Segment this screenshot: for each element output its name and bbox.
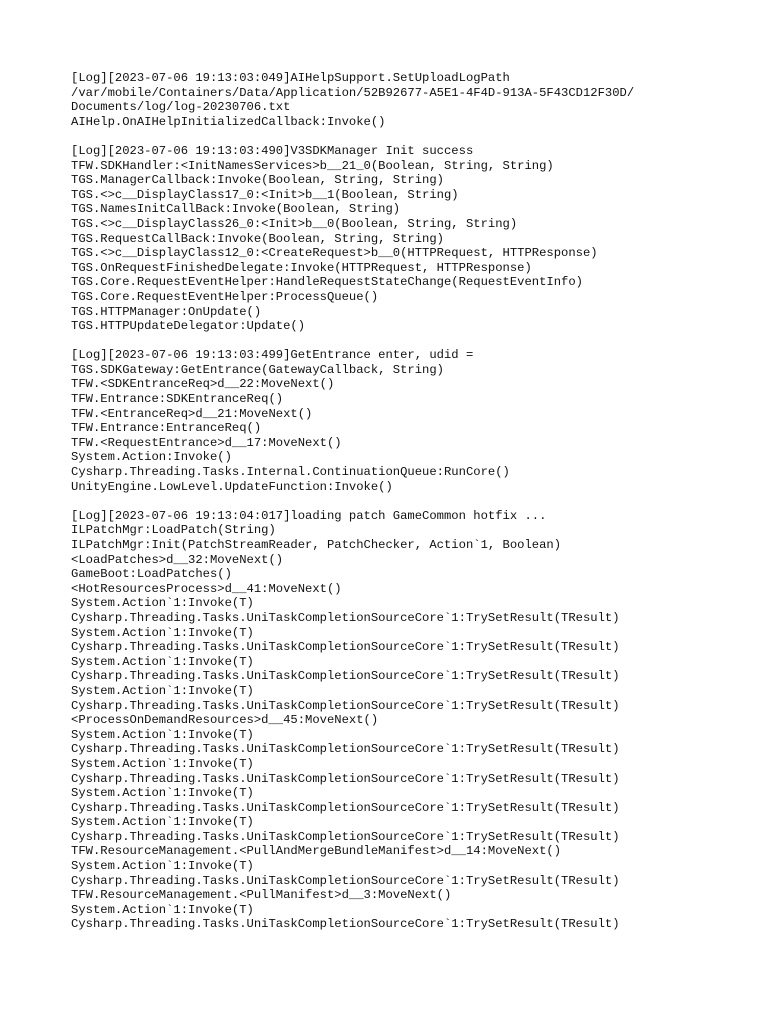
- stack-trace-line: AIHelp.OnAIHelpInitializedCallback:Invoke(): [71, 114, 386, 129]
- stack-trace-line: TGS.<>c__DisplayClass12_0:<CreateRequest>b__0(HTTPRequest, HTTPResponse): [71, 246, 598, 261]
- stack-trace-line: TGS.SDKGateway:GetEntrance(GatewayCallback, String): [71, 362, 444, 377]
- stack-trace-line: Cysharp.Threading.Tasks.Internal.ContinuationQueue:RunCore(): [71, 465, 510, 480]
- stack-trace-line: Cysharp.Threading.Tasks.UniTaskCompletionSourceCore`1:TrySetResult(TResult): [71, 800, 620, 815]
- stack-trace-line: System.Action`1:Invoke(T): [71, 756, 254, 771]
- stack-trace-line: TFW.Entrance:SDKEntranceReq(): [71, 392, 284, 407]
- log-entry-header: [Log][2023-07-06 19:13:03:049]AIHelpSupport.SetUploadLogPath: [71, 71, 510, 85]
- stack-trace-line: TGS.NamesInitCallBack:Invoke(Boolean, String): [71, 202, 401, 217]
- stack-trace-line: TFW.<EntranceReq>d__21:MoveNext(): [71, 406, 313, 421]
- stack-trace-line: System.Action`1:Invoke(T): [71, 902, 254, 917]
- stack-trace-line: TGS.HTTPManager:OnUpdate(): [71, 304, 262, 319]
- stack-trace-line: UnityEngine.LowLevel.UpdateFunction:Invoke(): [71, 479, 393, 494]
- stack-trace-line: <LoadPatches>d__32:MoveNext(): [71, 552, 284, 567]
- log-entry-header: [Log][2023-07-06 19:13:04:017]loading patch GameCommon hotfix ...: [71, 508, 547, 523]
- stack-trace-line: TFW.Entrance:EntranceReq(): [71, 421, 262, 436]
- stack-trace-line: ILPatchMgr:Init(PatchStreamReader, PatchChecker, Action`1, Boolean): [71, 538, 562, 552]
- stack-trace-line: TGS.ManagerCallback:Invoke(Boolean, String, String): [71, 173, 444, 188]
- stack-trace-line: /var/mobile/Containers/Data/Application/52B92677-A5E1-4F4D-913A-5F43CD12F30D/: [71, 85, 635, 100]
- log-entry: [71, 144, 751, 334]
- log-document: [71, 71, 751, 947]
- stack-trace-line: TFW.ResourceManagement.<PullManifest>d__3:MoveNext(): [71, 888, 452, 903]
- stack-trace-line: Cysharp.Threading.Tasks.UniTaskCompletionSourceCore`1:TrySetResult(TResult): [71, 610, 620, 625]
- stack-trace-line: System.Action`1:Invoke(T): [71, 815, 254, 830]
- log-entry: [71, 509, 751, 932]
- stack-trace-line: TGS.<>c__DisplayClass26_0:<Init>b__0(Boolean, String, String): [71, 216, 518, 231]
- stack-trace-line: <HotResourcesProcess>d__41:MoveNext(): [71, 581, 342, 596]
- stack-trace-line: System.Action`1:Invoke(T): [71, 683, 254, 698]
- stack-trace-line: Cysharp.Threading.Tasks.UniTaskCompletionSourceCore`1:TrySetResult(TResult): [71, 698, 620, 713]
- stack-trace-line: <ProcessOnDemandResources>d__45:MoveNext(): [71, 713, 379, 728]
- stack-trace-line: TGS.<>c__DisplayClass17_0:<Init>b__1(Boolean, String): [71, 187, 459, 202]
- log-entry-header: [Log][2023-07-06 19:13:03:499]GetEntrance enter, udid =: [71, 348, 474, 363]
- stack-trace-line: TGS.HTTPUpdateDelegator:Update(): [71, 319, 306, 334]
- stack-trace-line: Cysharp.Threading.Tasks.UniTaskCompletionSourceCore`1:TrySetResult(TResult): [71, 917, 620, 932]
- stack-trace-line: System.Action`1:Invoke(T): [71, 654, 254, 669]
- stack-trace-line: System.Action`1:Invoke(T): [71, 859, 254, 874]
- stack-trace-line: TGS.Core.RequestEventHelper:ProcessQueue(): [71, 289, 379, 304]
- stack-trace-line: Cysharp.Threading.Tasks.UniTaskCompletionSourceCore`1:TrySetResult(TResult): [71, 771, 620, 786]
- stack-trace-line: System.Action`1:Invoke(T): [71, 596, 254, 611]
- stack-trace-line: TFW.SDKHandler:<InitNamesServices>b__21_0(Boolean, String, String): [71, 158, 554, 173]
- stack-trace-line: Documents/log/log-20230706.txt: [71, 100, 291, 115]
- stack-trace-line: Cysharp.Threading.Tasks.UniTaskCompletionSourceCore`1:TrySetResult(TResult): [71, 873, 620, 888]
- stack-trace-line: TFW.ResourceManagement.<PullAndMergeBundleManifest>d__14:MoveNext(): [71, 844, 562, 859]
- stack-trace-line: System.Action:Invoke(): [71, 450, 232, 465]
- stack-trace-line: TGS.Core.RequestEventHelper:HandleRequestStateChange(RequestEventInfo): [71, 275, 583, 290]
- stack-trace-line: TFW.<SDKEntranceReq>d__22:MoveNext(): [71, 377, 335, 392]
- stack-trace-line: System.Action`1:Invoke(T): [71, 727, 254, 742]
- stack-trace-line: GameBoot:LoadPatches(): [71, 567, 232, 582]
- stack-trace-line: System.Action`1:Invoke(T): [71, 786, 254, 801]
- stack-trace-line: Cysharp.Threading.Tasks.UniTaskCompletionSourceCore`1:TrySetResult(TResult): [71, 742, 620, 757]
- stack-trace-line: Cysharp.Threading.Tasks.UniTaskCompletionSourceCore`1:TrySetResult(TResult): [71, 829, 620, 844]
- log-entry: [71, 348, 751, 494]
- stack-trace-line: TGS.RequestCallBack:Invoke(Boolean, String, String): [71, 231, 444, 246]
- stack-trace-line: Cysharp.Threading.Tasks.UniTaskCompletionSourceCore`1:TrySetResult(TResult): [71, 640, 620, 655]
- log-entry-header: [Log][2023-07-06 19:13:03:490]V3SDKManager Init success: [71, 143, 474, 158]
- stack-trace-line: TGS.OnRequestFinishedDelegate:Invoke(HTTPRequest, HTTPResponse): [71, 260, 532, 275]
- stack-trace-line: TFW.<RequestEntrance>d__17:MoveNext(): [71, 435, 342, 450]
- stack-trace-line: System.Action`1:Invoke(T): [71, 625, 254, 640]
- stack-trace-line: ILPatchMgr:LoadPatch(String): [71, 523, 276, 538]
- stack-trace-line: Cysharp.Threading.Tasks.UniTaskCompletionSourceCore`1:TrySetResult(TResult): [71, 669, 620, 684]
- log-entry: [71, 71, 751, 129]
